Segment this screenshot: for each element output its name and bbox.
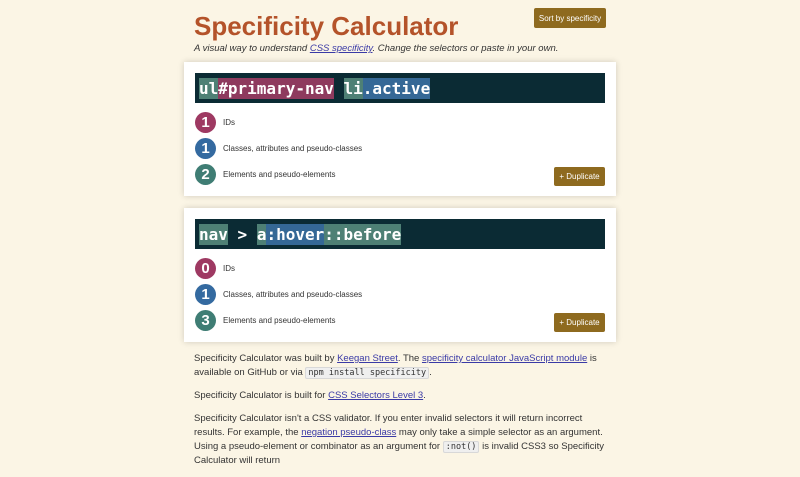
info-text: may only take a simple selector as an argument. Using a pseudo-element or combinator as an argument for xyxy=(194,427,603,452)
ids-label: IDs xyxy=(223,263,235,273)
negation-pseudo-class-link[interactable]: negation pseudo-class xyxy=(301,427,397,438)
info-paragraph-2 xyxy=(194,389,606,403)
subtitle-text-post: . Change the selectors or paste in your own. xyxy=(372,43,559,54)
selector-token-class: .active xyxy=(362,78,431,98)
ids-row xyxy=(195,111,235,133)
selector-token-pseudo-element: ::before xyxy=(324,224,402,244)
selector-token-element: ul xyxy=(199,78,219,98)
duplicate-button[interactable]: + Duplicate xyxy=(554,167,605,186)
selector-token-element: nav xyxy=(199,224,228,244)
classes-count-badge: 1 xyxy=(195,284,216,305)
elements-count-badge: 3 xyxy=(195,310,216,331)
selector-input-2[interactable] xyxy=(195,219,605,249)
elements-row xyxy=(195,163,336,185)
selector-token-element: a xyxy=(256,224,267,244)
info-text: . xyxy=(429,367,432,378)
info-text: . The xyxy=(397,353,422,364)
info-paragraph-3 xyxy=(194,412,606,468)
info-text: is available on GitHub or via xyxy=(194,353,597,378)
css-specificity-link[interactable]: CSS specificity xyxy=(309,43,373,54)
css-selectors-level-3-link[interactable]: CSS Selectors Level 3 xyxy=(328,390,424,401)
classes-label: Classes, attributes and pseudo-classes xyxy=(223,289,363,299)
elements-row xyxy=(195,309,336,331)
page-title: Specificity Calculator xyxy=(194,11,459,41)
subtitle-text-pre: A visual way to understand xyxy=(194,43,310,54)
info-paragraph-1 xyxy=(194,352,606,380)
keegan-street-link[interactable]: Keegan Street xyxy=(337,353,398,364)
npm-install-code: npm install specificity xyxy=(305,367,429,379)
info-text: Specificity Calculator is built for xyxy=(194,390,329,401)
info-text: Specificity Calculator isn't a CSS validator. If you enter invalid selectors it will return incorrect results. For example, the xyxy=(194,413,583,438)
not-code: :not() xyxy=(443,441,480,453)
elements-count-badge: 2 xyxy=(195,164,216,185)
selector-token-id: #primary-nav xyxy=(218,78,334,98)
ids-count-badge: 1 xyxy=(195,112,216,133)
classes-row xyxy=(195,137,362,159)
selector-input-1[interactable] xyxy=(195,73,605,103)
page-subtitle xyxy=(194,43,606,54)
info-text: . xyxy=(423,390,426,401)
ids-count-badge: 0 xyxy=(195,258,216,279)
ids-row xyxy=(195,257,235,279)
javascript-module-link[interactable]: specificity calculator JavaScript module xyxy=(421,353,588,364)
classes-count-badge: 1 xyxy=(195,138,216,159)
selector-token-element: li xyxy=(343,78,363,98)
duplicate-button[interactable]: + Duplicate xyxy=(554,313,605,332)
sort-by-specificity-button[interactable]: Sort by specificity xyxy=(534,8,606,28)
selector-token-pseudo-class: :hover xyxy=(266,224,325,244)
selector-token-space xyxy=(334,78,344,99)
classes-row xyxy=(195,283,362,305)
info-text: Specificity Calculator was built by xyxy=(194,353,338,364)
selector-card-1 xyxy=(184,62,616,196)
info-section xyxy=(194,352,606,477)
ids-label: IDs xyxy=(223,117,235,127)
elements-label: Elements and pseudo-elements xyxy=(223,169,336,179)
elements-label: Elements and pseudo-elements xyxy=(223,315,336,325)
selector-token-combinator: > xyxy=(227,224,257,244)
info-text: is invalid CSS3 so Specificity Calculator will return xyxy=(194,441,605,466)
classes-label: Classes, attributes and pseudo-classes xyxy=(223,143,363,153)
selector-card-2 xyxy=(184,208,616,342)
